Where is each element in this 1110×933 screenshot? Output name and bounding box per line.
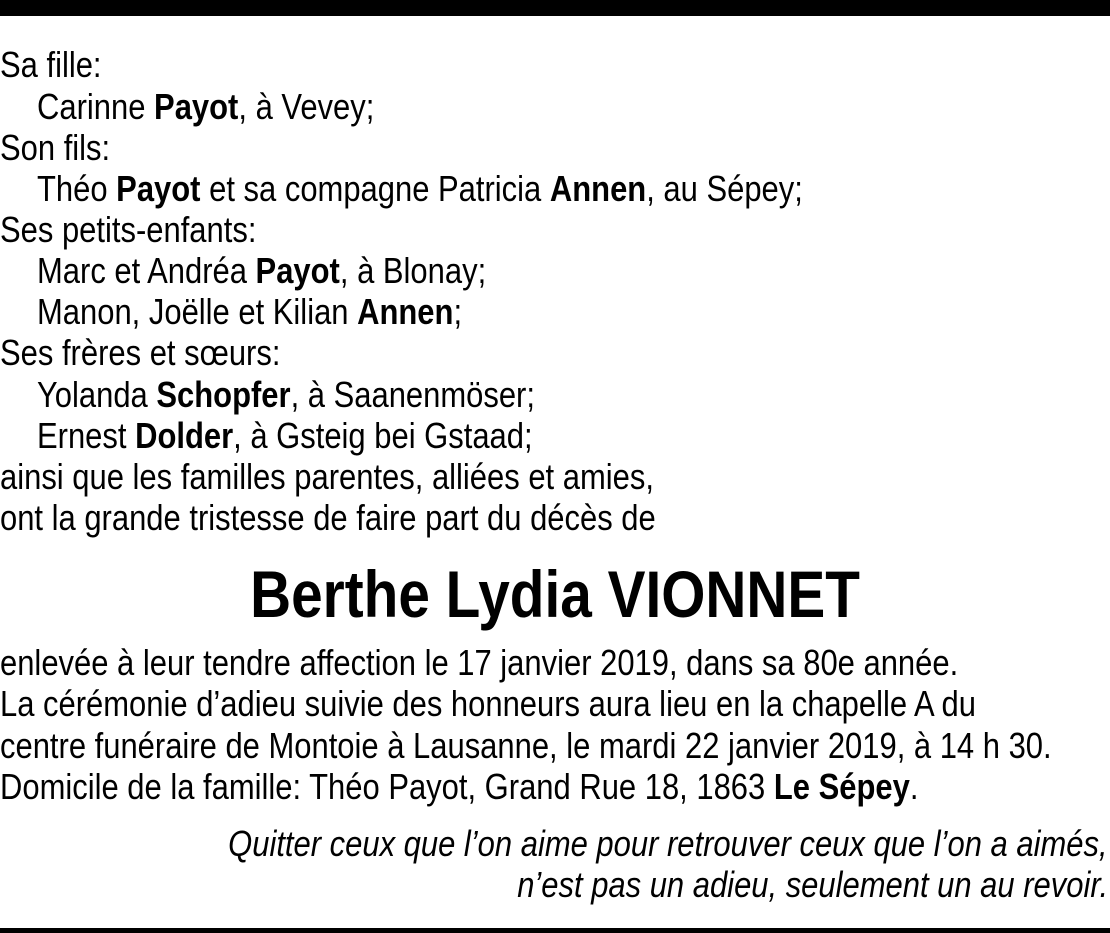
surname: Annen (357, 291, 454, 332)
surname: Dolder (135, 415, 234, 456)
daughter-heading: Sa fille: (0, 44, 102, 85)
siblings-entry-1: Yolanda Schopfer, à Saanenmöser; (37, 374, 535, 415)
bottom-border-rule (0, 928, 1110, 933)
deceased-name: Berthe Lydia VIONNET (250, 557, 860, 631)
siblings-heading: Ses frères et sœurs: (0, 332, 281, 373)
announcement-line: ont la grande tristesse de faire part du décès de (0, 497, 656, 538)
details-line-1: enlevée à leur tendre affection le 17 janvier 2019, dans sa 80e année. (0, 642, 959, 683)
details-line-3: centre funéraire de Montoie à Lausanne, le mardi 22 janvier 2019, à 14 h 30. (0, 725, 1052, 766)
top-border-rule (0, 0, 1110, 16)
details-line-4: Domicile de la famille: Théo Payot, Grand Rue 18, 1863 Le Sépey. (0, 766, 919, 807)
quote-line-2: n’est pas un adieu, seulement un au revoir. (517, 864, 1108, 905)
son-heading: Son fils: (0, 127, 111, 168)
other-families-line: ainsi que les familles parentes, alliées et amies, (0, 456, 654, 497)
son-entry: Théo Payot et sa compagne Patricia Annen, au Sépey; (37, 168, 803, 209)
surname: Payot (116, 168, 201, 209)
surname: Payot (255, 250, 340, 291)
place-name: Le Sépey (773, 766, 910, 807)
siblings-entry-2: Ernest Dolder, à Gsteig bei Gstaad; (37, 415, 533, 456)
details-line-2: La cérémonie d’adieu suivie des honneurs aura lieu en la chapelle A du (0, 683, 976, 724)
daughter-entry: Carinne Payot, à Vevey; (37, 86, 375, 127)
grandchildren-entry-2: Manon, Joëlle et Kilian Annen; (37, 291, 463, 332)
quote-line-1: Quitter ceux que l’on aime pour retrouver ceux que l’on a aimés, (228, 823, 1108, 864)
grandchildren-entry-1: Marc et Andréa Payot, à Blonay; (37, 250, 487, 291)
grandchildren-heading: Ses petits-enfants: (0, 209, 257, 250)
surname: Schopfer (156, 374, 291, 415)
surname: Payot (154, 86, 239, 127)
surname: Annen (549, 168, 647, 209)
